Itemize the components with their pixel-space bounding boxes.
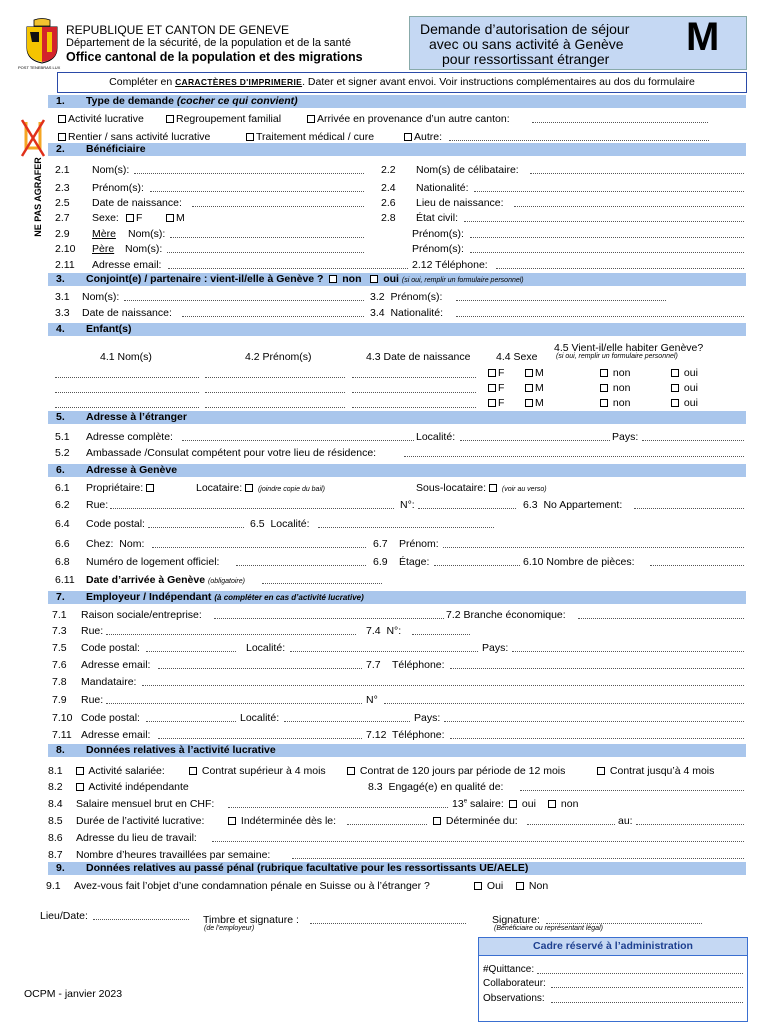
field-determinee-du[interactable]	[527, 824, 615, 825]
child-sexe-f[interactable]: F	[488, 367, 504, 379]
field-no-appartement[interactable]	[634, 508, 744, 509]
num-2-10: 2.10	[55, 243, 76, 255]
col-vient-geneve: 4.5 Vient-il/elle habiter Genève?	[554, 342, 704, 354]
logo-motto: POST TENEBRAS LUX	[18, 65, 61, 70]
field-lieu-date[interactable]	[93, 919, 189, 920]
num-6-1: 6.1	[55, 482, 70, 494]
child-naissance[interactable]	[352, 407, 476, 408]
label-etat-civil: État civil:	[416, 212, 459, 224]
field-pere-prenom[interactable]	[470, 252, 744, 253]
header-line3: Office cantonal de la population et des migrations	[66, 50, 363, 64]
field-localite-geneve[interactable]	[318, 527, 494, 528]
field-conjoint-prenom[interactable]	[456, 300, 666, 301]
opt-activite-lucrative[interactable]: Activité lucrative	[58, 113, 144, 125]
header-line2: Département de la sécurité, de la population et de la santé	[66, 37, 351, 49]
field-engage[interactable]	[520, 790, 744, 791]
form-title-box	[409, 16, 747, 70]
field-rue-mandataire[interactable]	[106, 703, 362, 704]
num-9-1: 9.1	[46, 880, 61, 892]
field-signature[interactable]	[546, 923, 702, 924]
field-etage[interactable]	[434, 565, 520, 566]
label-localite-mandataire: Localité:	[240, 712, 280, 724]
opt-autre[interactable]: Autre:	[404, 131, 442, 143]
field-nom[interactable]	[134, 173, 364, 174]
num-2-3: 2.3	[55, 182, 70, 194]
field-conjoint-naissance[interactable]	[182, 316, 364, 317]
condamnation-non-checkbox[interactable]: Non	[516, 880, 548, 892]
conjoint-oui-checkbox[interactable]	[370, 275, 378, 283]
geneva-logo	[22, 18, 62, 64]
caps-instruction: CARACTÈRES D'IMPRIMERIE	[175, 77, 303, 87]
num-7-6: 7.6	[52, 659, 67, 671]
num-6-11: 6.11	[55, 574, 75, 586]
num-6-8: 6.8	[55, 556, 70, 568]
child-prenom[interactable]	[205, 377, 345, 378]
contrat-120-jours-checkbox[interactable]: Contrat de 120 jours par période de 12 mois	[347, 765, 565, 777]
child-non[interactable]: non	[600, 397, 630, 409]
field-conjoint-nationalite[interactable]	[456, 316, 744, 317]
num-7-5: 7.5	[52, 642, 67, 654]
child-sexe-m[interactable]: M	[525, 367, 544, 379]
label-pere-prenom: Prénom(s):	[412, 243, 464, 255]
label-email-mandataire: Adresse email:	[81, 729, 151, 741]
label-pays-mandataire: Pays:	[414, 712, 441, 724]
field-quittance[interactable]	[537, 973, 743, 974]
label-localite-employeur: Localité:	[246, 642, 286, 654]
num-2-11: 2.11	[55, 259, 75, 271]
section-6-header: 6. Adresse à Genève	[48, 464, 746, 477]
field-no-employeur[interactable]	[412, 634, 470, 635]
opt-rentier[interactable]: Rentier / sans activité lucrative	[58, 131, 210, 143]
field-indeterminee-date[interactable]	[347, 824, 427, 825]
num-7-9: 7.9	[52, 694, 67, 706]
section-2-header: 2. Bénéficiaire	[48, 143, 746, 156]
child-oui[interactable]: oui	[671, 397, 698, 409]
col-sexe: 4.4 Sexe	[496, 351, 538, 363]
label-date-naissance: Date de naissance:	[92, 197, 182, 209]
num-7-12: 7.12	[366, 729, 387, 741]
label-engage: 8.3 Engagé(e) en qualité de:	[368, 781, 504, 793]
label-signature: Signature:	[492, 914, 540, 926]
form-title-2: avec ou sans activité à Genève	[429, 36, 624, 52]
label-no-geneve: N°:	[400, 499, 415, 511]
admin-box	[478, 937, 748, 1022]
label-branche: 7.2 Branche économique:	[446, 609, 566, 621]
no-staple-label: NE PAS AGRAFER	[33, 157, 43, 237]
condamnation-oui-checkbox[interactable]: Oui	[474, 880, 503, 892]
child-nom[interactable]	[55, 392, 199, 393]
child-oui[interactable]: oui	[671, 382, 698, 394]
field-nationalite[interactable]	[474, 191, 744, 192]
label-adresse-etranger: Adresse complète:	[86, 431, 173, 443]
section-8-header: 8. Données relatives à l’activité lucrative	[48, 744, 746, 757]
num-6-9: 6.9	[373, 556, 388, 568]
admin-header: Cadre réservé à l’administration	[479, 938, 747, 956]
label-collaborateur: Collaborateur:	[483, 978, 546, 989]
num-6-7: 6.7	[373, 538, 388, 550]
num-8-5: 8.5	[48, 815, 63, 827]
timbre-note: (de l’employeur)	[204, 925, 255, 932]
label-prenom: Prénom(s):	[92, 182, 144, 194]
label-duree: Durée de l’activité lucrative:	[76, 815, 205, 827]
label-lieu-naissance: Lieu de naissance:	[416, 197, 504, 209]
section-3-header: 3. Conjoint(e) / partenaire : vient-il/elle à Genève ? non oui (si oui, remplir un formulaire personnel)	[48, 273, 746, 286]
field-prenom[interactable]	[150, 191, 364, 192]
sous-locataire-checkbox[interactable]: Sous-locataire: (voir au verso)	[416, 482, 547, 494]
label-no-appartement: 6.3 No Appartement:	[523, 499, 623, 511]
field-email-employeur[interactable]	[158, 668, 362, 669]
label-conjoint-prenom: 3.2 Prénom(s):	[370, 291, 443, 303]
field-lieu-travail[interactable]	[212, 841, 744, 842]
field-tel-mandataire[interactable]	[450, 738, 744, 739]
label-telephone: 2.12 Téléphone:	[412, 259, 488, 271]
field-collaborateur[interactable]	[551, 987, 743, 988]
num-7-11: 7.11	[52, 729, 72, 741]
field-conjoint-nom[interactable]	[124, 300, 364, 301]
child-sexe-m[interactable]: M	[525, 397, 544, 409]
label-chez: Chez: Nom:	[86, 538, 145, 550]
field-ambassade[interactable]	[404, 456, 744, 457]
num-6-2: 6.2	[55, 499, 70, 511]
num-2-8: 2.8	[381, 212, 396, 224]
determinee-checkbox[interactable]: Déterminée du:	[433, 815, 518, 827]
activite-salariee-checkbox[interactable]: Activité salariée:	[76, 765, 165, 777]
label-no-mandataire: N°	[366, 694, 378, 706]
field-telephone[interactable]	[496, 268, 744, 269]
label-email-employeur: Adresse email:	[81, 659, 151, 671]
num-7-7: 7.7	[366, 659, 381, 671]
label-rue-employeur: Rue:	[81, 625, 104, 637]
label-nationalite: Nationalité:	[416, 182, 469, 194]
label-salaire: Salaire mensuel brut en CHF:	[76, 798, 215, 810]
field-no-mandataire[interactable]	[384, 703, 744, 704]
contrat-4mois-checkbox[interactable]: Contrat jusqu’à 4 mois	[597, 765, 714, 777]
child-nom[interactable]	[55, 407, 199, 408]
field-cp-employeur[interactable]	[146, 651, 236, 652]
col-vient-note: (si oui, remplir un formulaire personnel)	[556, 353, 678, 360]
field-date-naissance[interactable]	[192, 206, 364, 207]
num-2-9: 2.9	[55, 228, 70, 240]
label-email: Adresse email:	[92, 259, 162, 271]
num-6-4: 6.4	[55, 518, 70, 530]
field-autre[interactable]	[449, 140, 709, 141]
num-8-1: 8.1	[48, 765, 63, 777]
field-chez-nom[interactable]	[152, 547, 366, 548]
num-2-2: 2.2	[381, 164, 396, 176]
label-tel-employeur: Téléphone:	[392, 659, 445, 671]
child-prenom[interactable]	[205, 392, 345, 393]
field-raison-sociale[interactable]	[214, 618, 444, 619]
num-7-10: 7.10	[52, 712, 73, 724]
label-rue-geneve: Rue:	[86, 499, 109, 511]
label-conjoint-naissance: Date de naissance:	[82, 307, 172, 319]
field-email-mandataire[interactable]	[158, 738, 362, 739]
label-conjoint-nom: Nom(s):	[82, 291, 120, 303]
field-observations[interactable]	[551, 1002, 743, 1003]
field-mere-nom[interactable]	[170, 237, 364, 238]
form-title-1: Demande d’autorisation de séjour	[420, 21, 630, 37]
num-2-5: 2.5	[55, 197, 70, 209]
label-lieu-travail: Adresse du lieu de travail:	[76, 832, 197, 844]
form-letter: M	[686, 15, 720, 59]
num-7-1: 7.1	[52, 609, 67, 621]
label-etage: Étage:	[399, 556, 430, 568]
num-5-2: 5.2	[55, 447, 70, 459]
section-5-header: 5. Adresse à l’étranger	[48, 411, 746, 424]
child-naissance[interactable]	[352, 392, 476, 393]
label-nom: Nom(s):	[92, 164, 130, 176]
label-raison-sociale: Raison sociale/entreprise:	[81, 609, 202, 621]
13e-oui-checkbox[interactable]: oui	[509, 798, 536, 810]
label-au: au:	[618, 815, 633, 827]
label-localite-geneve: 6.5 Localité:	[250, 518, 310, 530]
form-code: OCPM - janvier 2023	[24, 988, 123, 1000]
num-2-7: 2.7	[55, 212, 70, 224]
label-condamnation: Avez-vous fait l’objet d’une condamnation pénale en Suisse ou à l’étranger ?	[74, 880, 430, 892]
locataire-checkbox[interactable]: Locataire: (joindre copie du bail)	[196, 482, 325, 494]
label-tel-mandataire: Téléphone:	[392, 729, 445, 741]
label-chez-prenom: Prénom:	[399, 538, 439, 550]
field-determinee-au[interactable]	[636, 824, 744, 825]
label-pays-employeur: Pays:	[482, 642, 509, 654]
label-numero-logement: Numéro de logement officiel:	[86, 556, 220, 568]
child-sexe-m[interactable]: M	[525, 382, 544, 394]
num-8-4: 8.4	[48, 798, 63, 810]
label-cp-geneve: Code postal:	[86, 518, 145, 530]
label-mere: Mère	[92, 228, 116, 240]
section-7-header: 7. Employeur / Indépendant (à compléter en cas d’activité lucrative)	[48, 591, 746, 604]
field-rue-employeur[interactable]	[106, 634, 356, 635]
signature-note: (Bénéficiaire ou représentant légal)	[494, 925, 603, 932]
activite-independante-checkbox[interactable]: Activité indépendante	[76, 781, 189, 793]
field-numero-logement[interactable]	[236, 565, 366, 566]
section-1-header: 1. Type de demande (cocher ce qui convient)	[48, 95, 746, 108]
label-conjoint-nationalite: 3.4 Nationalité:	[370, 307, 443, 319]
label-sexe: Sexe:	[92, 212, 119, 224]
field-autre-canton[interactable]	[532, 122, 708, 123]
label-timbre: Timbre et signature :	[203, 914, 299, 926]
13e-non-checkbox[interactable]: non	[548, 798, 578, 810]
label-mandataire: Mandataire:	[81, 676, 137, 688]
opt-traitement-medical[interactable]: Traitement médical / cure	[246, 131, 374, 143]
num-3-1: 3.1	[55, 291, 70, 303]
num-3-3: 3.3	[55, 307, 70, 319]
field-cp-mandataire[interactable]	[146, 721, 236, 722]
child-non[interactable]: non	[600, 367, 630, 379]
field-localite-employeur[interactable]	[290, 651, 478, 652]
label-13e-salaire: 13e salaire:	[452, 798, 504, 810]
label-lieu-date: Lieu/Date:	[40, 910, 88, 922]
child-nom[interactable]	[55, 377, 199, 378]
child-non[interactable]: non	[600, 382, 630, 394]
label-pere: Père	[92, 243, 115, 255]
sexe-m-checkbox[interactable]: M	[166, 212, 185, 224]
child-naissance[interactable]	[352, 377, 476, 378]
field-mere-prenom[interactable]	[470, 237, 744, 238]
num-2-4: 2.4	[381, 182, 396, 194]
conjoint-non-checkbox[interactable]	[329, 275, 337, 283]
num-2-6: 2.6	[381, 197, 396, 209]
label-rue-mandataire: Rue:	[81, 694, 104, 706]
label-cp-employeur: Code postal:	[81, 642, 140, 654]
field-cp-geneve[interactable]	[148, 527, 244, 528]
num-7-3: 7.3	[52, 625, 67, 637]
label-observations: Observations:	[483, 993, 545, 1004]
field-rue-geneve[interactable]	[110, 508, 394, 509]
label-cp-mandataire: Code postal:	[81, 712, 140, 724]
sexe-f-checkbox[interactable]: F	[126, 212, 142, 224]
label-nombre-pieces: 6.10 Nombre de pièces:	[523, 556, 635, 568]
header-line1: REPUBLIQUE ET CANTON DE GENEVE	[66, 23, 289, 37]
field-no-geneve[interactable]	[418, 508, 516, 509]
field-email[interactable]	[168, 268, 408, 269]
section-4-header: 4. Enfant(s)	[48, 323, 746, 336]
label-pays-etranger: Pays:	[612, 431, 639, 443]
opt-regroupement-familial[interactable]: Regroupement familial	[166, 113, 281, 125]
col-nom: 4.1 Nom(s)	[100, 351, 152, 363]
opt-arrivee-canton[interactable]: Arrivée en provenance d’un autre canton:	[307, 113, 510, 125]
label-nom-celibataire: Nom(s) de célibataire:	[416, 164, 519, 176]
proprietaire-checkbox[interactable]: Propriétaire:	[86, 482, 156, 494]
child-sexe-f[interactable]: F	[488, 382, 504, 394]
num-2-1: 2.1	[55, 164, 70, 176]
label-no-employeur: 7.4 N°:	[366, 625, 402, 637]
field-pays-etranger[interactable]	[642, 440, 744, 441]
form-title-3: pour ressortissant étranger	[442, 51, 610, 67]
contrat-sup-4mois-checkbox[interactable]: Contrat supérieur à 4 mois	[189, 765, 326, 777]
label-localite-etranger: Localité:	[416, 431, 456, 443]
section-9-header: 9. Données relatives au passé pénal (rubrique facultative pour les ressortissants UE/AELE)	[48, 862, 746, 875]
num-5-1: 5.1	[55, 431, 70, 443]
label-ambassade: Ambassade /Consulat compétent pour votre lieu de résidence:	[86, 447, 377, 459]
field-timbre-signature[interactable]	[310, 923, 466, 924]
instruction-box: Compléter en CARACTÈRES D'IMPRIMERIE. Dater et signer avant envoi. Voir instructions complémentaires au dos du formulaire	[57, 72, 747, 93]
num-6-6: 6.6	[55, 538, 70, 550]
field-nom-celibataire[interactable]	[530, 173, 744, 174]
field-mandataire[interactable]	[142, 685, 744, 686]
col-prenom: 4.2 Prénom(s)	[245, 351, 312, 363]
label-mere-prenom: Prénom(s):	[412, 228, 464, 240]
child-oui[interactable]: oui	[671, 367, 698, 379]
indeterminee-checkbox[interactable]: Indéterminée dès le:	[228, 815, 336, 827]
field-pays-employeur[interactable]	[512, 651, 744, 652]
field-nombre-pieces[interactable]	[650, 565, 744, 566]
field-pays-mandataire[interactable]	[444, 721, 744, 722]
field-tel-employeur[interactable]	[450, 668, 744, 669]
field-localite-etranger[interactable]	[460, 440, 610, 441]
child-prenom[interactable]	[205, 407, 345, 408]
field-pere-nom[interactable]	[167, 252, 364, 253]
field-chez-prenom[interactable]	[443, 547, 744, 548]
num-7-8: 7.8	[52, 676, 67, 688]
label-date-arrivee: Date d’arrivée à Genève (obligatoire)	[86, 574, 245, 586]
label-pere-nom: Nom(s):	[125, 243, 163, 255]
field-salaire[interactable]	[228, 807, 448, 808]
num-8-7: 8.7	[48, 849, 63, 861]
label-heures: Nombre d’heures travaillées par semaine:	[76, 849, 271, 861]
field-lieu-naissance[interactable]	[514, 206, 744, 207]
field-heures[interactable]	[292, 858, 744, 859]
field-etat-civil[interactable]	[464, 221, 744, 222]
num-8-2: 8.2	[48, 781, 63, 793]
label-mere-nom: Nom(s):	[128, 228, 166, 240]
child-sexe-f[interactable]: F	[488, 397, 504, 409]
num-8-6: 8.6	[48, 832, 63, 844]
col-date-naissance: 4.3 Date de naissance	[366, 351, 471, 363]
field-adresse-etranger[interactable]	[182, 440, 414, 441]
label-quittance: #Quittance:	[483, 964, 535, 975]
field-branche[interactable]	[578, 618, 744, 619]
field-date-arrivee[interactable]	[262, 583, 382, 584]
field-localite-mandataire[interactable]	[284, 721, 410, 722]
